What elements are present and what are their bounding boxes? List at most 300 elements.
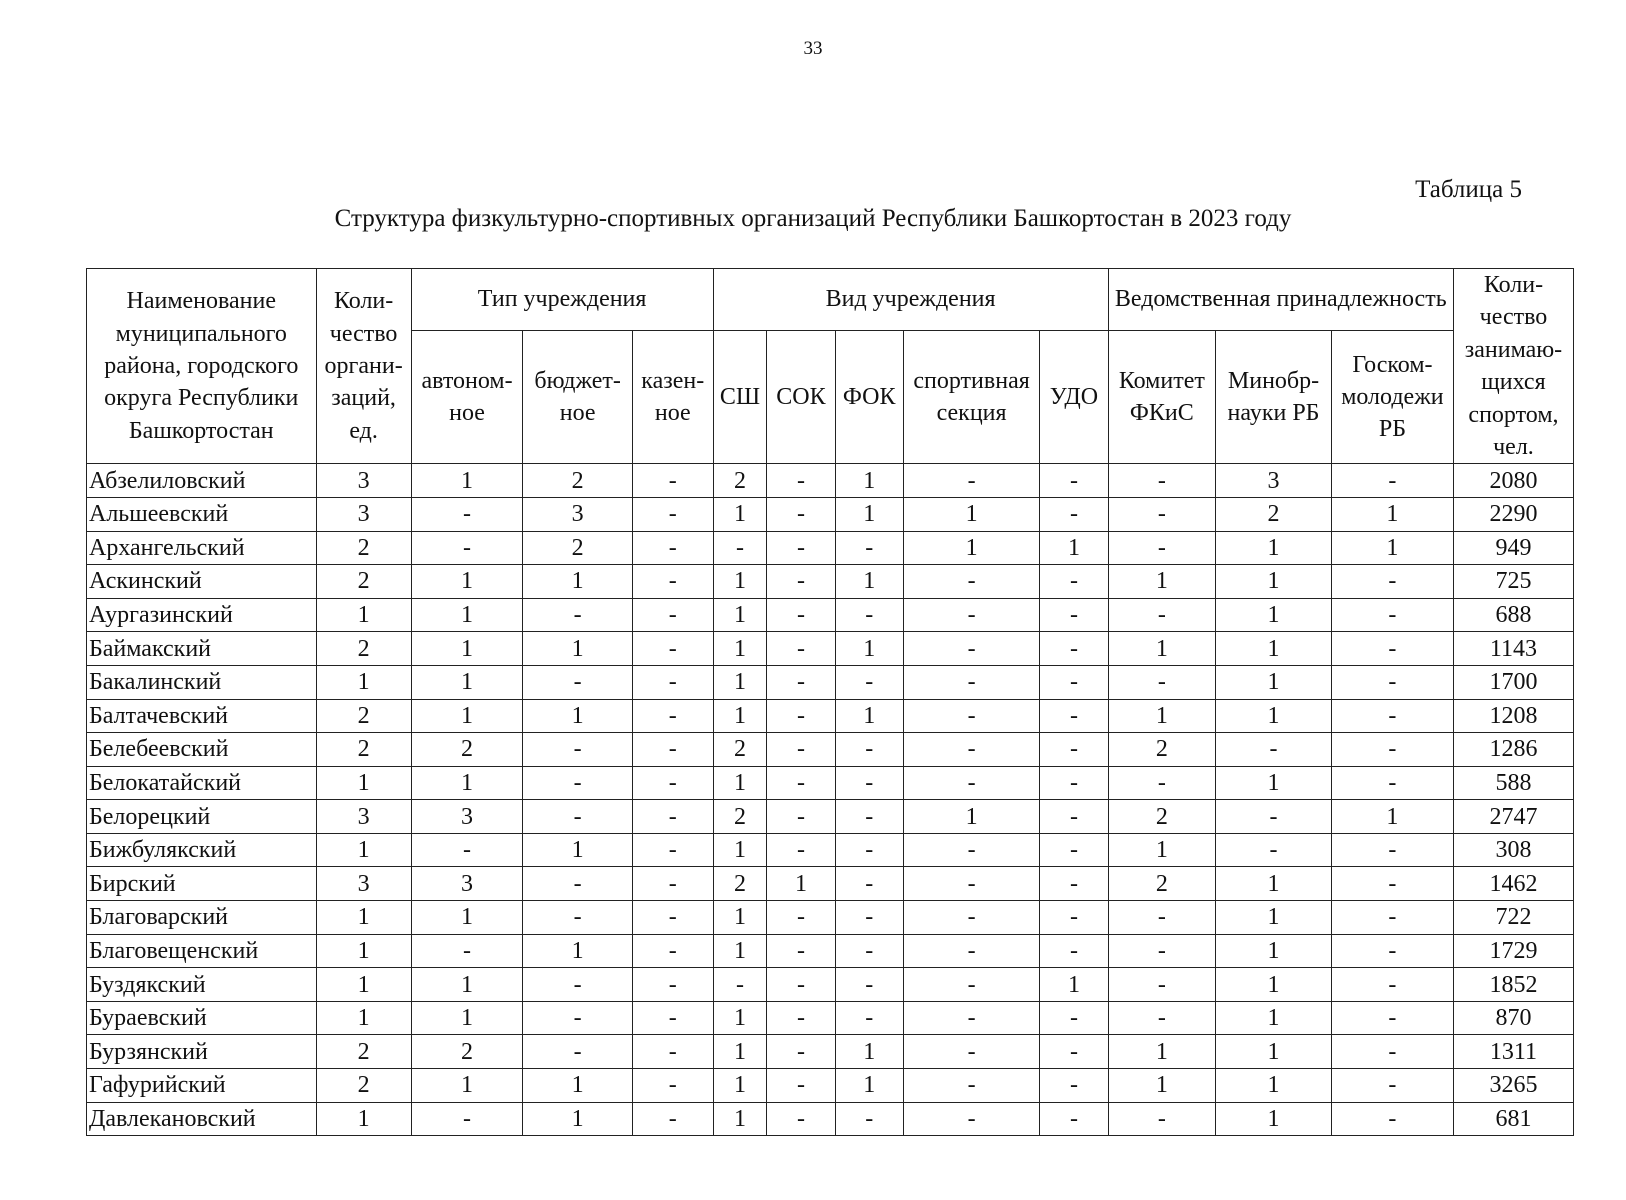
cell-people-count: 725 <box>1453 565 1573 599</box>
cell-kind-fok: - <box>835 766 903 800</box>
cell-type-budget: - <box>523 1035 633 1069</box>
table-row <box>87 699 1574 733</box>
header-dept-group: Ведомственная принадлежность <box>1108 269 1453 331</box>
cell-type-autonomous: - <box>411 833 523 867</box>
cell-dept-minobr: 1 <box>1216 1102 1332 1136</box>
cell-kind-ssh: 1 <box>713 598 767 632</box>
header-kind-fok: ФОК <box>835 331 903 464</box>
cell-org-count: 1 <box>316 766 411 800</box>
cell-kind-fok: 1 <box>835 699 903 733</box>
cell-dept-committee: - <box>1108 968 1216 1002</box>
cell-dept-committee: - <box>1108 934 1216 968</box>
cell-people-count: 3265 <box>1453 1069 1573 1103</box>
cell-kind-section: 1 <box>903 800 1039 834</box>
cell-type-budget: - <box>523 968 633 1002</box>
cell-dept-goskom: - <box>1331 632 1453 666</box>
cell-type-state: - <box>632 464 713 498</box>
cell-dept-goskom: - <box>1331 1035 1453 1069</box>
cell-kind-ssh: 1 <box>713 1035 767 1069</box>
cell-dept-minobr: 1 <box>1216 766 1332 800</box>
cell-district-name: Благоварский <box>87 901 317 935</box>
table-row <box>87 464 1574 498</box>
cell-kind-fok: - <box>835 733 903 767</box>
cell-org-count: 1 <box>316 934 411 968</box>
cell-type-budget: - <box>523 901 633 935</box>
cell-district-name: Белокатайский <box>87 766 317 800</box>
cell-org-count: 2 <box>316 531 411 565</box>
cell-kind-sok: - <box>767 968 835 1002</box>
cell-people-count: 1208 <box>1453 699 1573 733</box>
cell-kind-udo: 1 <box>1040 968 1108 1002</box>
cell-org-count: 1 <box>316 901 411 935</box>
cell-dept-committee: 2 <box>1108 800 1216 834</box>
cell-district-name: Благовещенский <box>87 934 317 968</box>
cell-type-state: - <box>632 1069 713 1103</box>
table-row <box>87 497 1574 531</box>
cell-org-count: 3 <box>316 867 411 901</box>
cell-kind-fok: - <box>835 665 903 699</box>
cell-dept-goskom: 1 <box>1331 800 1453 834</box>
table-row <box>87 1069 1574 1103</box>
cell-dept-goskom: 1 <box>1331 531 1453 565</box>
cell-dept-goskom: - <box>1331 665 1453 699</box>
cell-dept-committee: 1 <box>1108 699 1216 733</box>
cell-kind-ssh: 2 <box>713 733 767 767</box>
cell-kind-section: - <box>903 464 1039 498</box>
cell-kind-section: - <box>903 1001 1039 1035</box>
table-row <box>87 531 1574 565</box>
cell-type-autonomous: 1 <box>411 1069 523 1103</box>
cell-type-budget: 1 <box>523 699 633 733</box>
cell-dept-committee: 1 <box>1108 1069 1216 1103</box>
cell-people-count: 1311 <box>1453 1035 1573 1069</box>
cell-kind-ssh: 1 <box>713 766 767 800</box>
cell-kind-udo: - <box>1040 1035 1108 1069</box>
cell-org-count: 2 <box>316 1069 411 1103</box>
cell-dept-minobr: - <box>1216 800 1332 834</box>
cell-dept-committee: - <box>1108 1001 1216 1035</box>
cell-type-budget: 2 <box>523 531 633 565</box>
cell-kind-section: 1 <box>903 531 1039 565</box>
header-people: Коли-чество занимаю-щихся спортом, чел. <box>1453 269 1573 464</box>
cell-kind-sok: - <box>767 497 835 531</box>
cell-kind-section: - <box>903 699 1039 733</box>
cell-kind-sok: - <box>767 464 835 498</box>
cell-people-count: 870 <box>1453 1001 1573 1035</box>
cell-kind-udo: - <box>1040 733 1108 767</box>
cell-org-count: 3 <box>316 464 411 498</box>
cell-kind-ssh: 2 <box>713 867 767 901</box>
cell-kind-ssh: 2 <box>713 800 767 834</box>
header-dept-committee: Комитет ФКиС <box>1108 331 1216 464</box>
cell-type-autonomous: 1 <box>411 632 523 666</box>
cell-kind-fok: 1 <box>835 1035 903 1069</box>
cell-org-count: 1 <box>316 1102 411 1136</box>
cell-type-autonomous: 1 <box>411 565 523 599</box>
cell-dept-committee: 2 <box>1108 867 1216 901</box>
cell-type-budget: 1 <box>523 833 633 867</box>
cell-kind-udo: - <box>1040 934 1108 968</box>
cell-kind-ssh: 1 <box>713 497 767 531</box>
cell-kind-sok: - <box>767 766 835 800</box>
cell-dept-minobr: 1 <box>1216 901 1332 935</box>
cell-kind-sok: - <box>767 598 835 632</box>
cell-kind-udo: 1 <box>1040 531 1108 565</box>
cell-kind-udo: - <box>1040 598 1108 632</box>
cell-district-name: Буздякский <box>87 968 317 1002</box>
cell-kind-ssh: 1 <box>713 1102 767 1136</box>
cell-kind-fok: 1 <box>835 632 903 666</box>
header-type-budget: бюджет-ное <box>523 331 633 464</box>
cell-org-count: 1 <box>316 665 411 699</box>
cell-dept-minobr: 1 <box>1216 1001 1332 1035</box>
table-title: Структура физкультурно-спортивных организаций Республики Башкортостан в 2023 году <box>334 205 1292 232</box>
cell-district-name: Гафурийский <box>87 1069 317 1103</box>
cell-dept-committee: 1 <box>1108 632 1216 666</box>
cell-kind-section: - <box>903 1069 1039 1103</box>
header-kind-section: спортивная секция <box>903 331 1039 464</box>
cell-dept-minobr: 1 <box>1216 632 1332 666</box>
cell-kind-section: 1 <box>903 497 1039 531</box>
cell-kind-udo: - <box>1040 632 1108 666</box>
cell-dept-committee: - <box>1108 598 1216 632</box>
cell-kind-ssh: - <box>713 531 767 565</box>
cell-type-autonomous: 1 <box>411 766 523 800</box>
cell-kind-section: - <box>903 565 1039 599</box>
cell-kind-ssh: 1 <box>713 565 767 599</box>
cell-dept-committee: - <box>1108 766 1216 800</box>
cell-type-autonomous: 3 <box>411 800 523 834</box>
cell-kind-sok: - <box>767 665 835 699</box>
cell-dept-goskom: - <box>1331 901 1453 935</box>
cell-type-autonomous: - <box>411 1102 523 1136</box>
cell-district-name: Белорецкий <box>87 800 317 834</box>
cell-type-state: - <box>632 699 713 733</box>
cell-type-budget: - <box>523 1001 633 1035</box>
cell-type-budget: - <box>523 665 633 699</box>
cell-kind-sok: - <box>767 1001 835 1035</box>
cell-type-budget: - <box>523 800 633 834</box>
cell-type-state: - <box>632 901 713 935</box>
cell-kind-sok: - <box>767 833 835 867</box>
cell-kind-fok: - <box>835 867 903 901</box>
cell-type-state: - <box>632 1035 713 1069</box>
cell-dept-committee: - <box>1108 665 1216 699</box>
cell-type-state: - <box>632 632 713 666</box>
cell-dept-goskom: 1 <box>1331 497 1453 531</box>
cell-type-budget: 3 <box>523 497 633 531</box>
table-row <box>87 766 1574 800</box>
cell-dept-goskom: - <box>1331 867 1453 901</box>
cell-type-autonomous: 1 <box>411 968 523 1002</box>
cell-kind-sok: - <box>767 1069 835 1103</box>
cell-people-count: 1286 <box>1453 733 1573 767</box>
cell-dept-minobr: 1 <box>1216 1069 1332 1103</box>
cell-kind-ssh: 1 <box>713 934 767 968</box>
cell-kind-udo: - <box>1040 665 1108 699</box>
cell-org-count: 2 <box>316 632 411 666</box>
cell-kind-section: - <box>903 766 1039 800</box>
cell-dept-committee: - <box>1108 1102 1216 1136</box>
cell-people-count: 1852 <box>1453 968 1573 1002</box>
cell-org-count: 2 <box>316 1035 411 1069</box>
cell-district-name: Бижбулякский <box>87 833 317 867</box>
table-row <box>87 733 1574 767</box>
cell-type-state: - <box>632 565 713 599</box>
cell-dept-minobr: 1 <box>1216 1035 1332 1069</box>
cell-kind-udo: - <box>1040 1001 1108 1035</box>
cell-district-name: Балтачевский <box>87 699 317 733</box>
cell-kind-udo: - <box>1040 833 1108 867</box>
cell-kind-sok: - <box>767 901 835 935</box>
cell-org-count: 1 <box>316 598 411 632</box>
cell-org-count: 2 <box>316 565 411 599</box>
cell-kind-ssh: 1 <box>713 833 767 867</box>
cell-kind-udo: - <box>1040 464 1108 498</box>
cell-org-count: 3 <box>316 800 411 834</box>
cell-dept-goskom: - <box>1331 968 1453 1002</box>
header-count: Коли-чество органи-заций, ед. <box>316 269 411 464</box>
cell-people-count: 2747 <box>1453 800 1573 834</box>
cell-kind-sok: 1 <box>767 867 835 901</box>
table-row <box>87 867 1574 901</box>
cell-dept-minobr: 1 <box>1216 665 1332 699</box>
cell-type-autonomous: 1 <box>411 901 523 935</box>
cell-kind-fok: - <box>835 901 903 935</box>
cell-kind-section: - <box>903 733 1039 767</box>
cell-kind-udo: - <box>1040 766 1108 800</box>
header-kind-group: Вид учреждения <box>713 269 1108 331</box>
cell-dept-minobr: 1 <box>1216 699 1332 733</box>
table-row <box>87 833 1574 867</box>
cell-kind-ssh: 1 <box>713 665 767 699</box>
cell-dept-minobr: - <box>1216 733 1332 767</box>
cell-type-state: - <box>632 665 713 699</box>
cell-org-count: 3 <box>316 497 411 531</box>
cell-district-name: Белебеевский <box>87 733 317 767</box>
cell-dept-goskom: - <box>1331 598 1453 632</box>
cell-kind-fok: - <box>835 598 903 632</box>
cell-people-count: 722 <box>1453 901 1573 935</box>
cell-type-state: - <box>632 867 713 901</box>
cell-org-count: 2 <box>316 733 411 767</box>
cell-district-name: Абзелиловский <box>87 464 317 498</box>
cell-kind-fok: 1 <box>835 565 903 599</box>
table-row <box>87 665 1574 699</box>
header-name: Наименование муниципального района, городского округа Республики Башкортостан <box>87 269 317 464</box>
table-row <box>87 1102 1574 1136</box>
cell-people-count: 949 <box>1453 531 1573 565</box>
cell-kind-udo: - <box>1040 867 1108 901</box>
cell-district-name: Архангельский <box>87 531 317 565</box>
cell-type-autonomous: 2 <box>411 1035 523 1069</box>
cell-kind-fok: - <box>835 800 903 834</box>
cell-org-count: 2 <box>316 699 411 733</box>
cell-type-budget: 1 <box>523 1102 633 1136</box>
cell-type-state: - <box>632 800 713 834</box>
header-kind-ssh: СШ <box>713 331 767 464</box>
table-row <box>87 632 1574 666</box>
cell-type-state: - <box>632 833 713 867</box>
cell-dept-minobr: 1 <box>1216 598 1332 632</box>
table-row <box>87 1035 1574 1069</box>
cell-dept-committee: - <box>1108 497 1216 531</box>
cell-kind-section: - <box>903 632 1039 666</box>
cell-type-budget: - <box>523 598 633 632</box>
table-label: Таблица 5 <box>1415 176 1522 203</box>
cell-kind-ssh: 2 <box>713 464 767 498</box>
cell-kind-fok: 1 <box>835 464 903 498</box>
cell-kind-sok: - <box>767 800 835 834</box>
cell-dept-goskom: - <box>1331 934 1453 968</box>
cell-district-name: Баймакский <box>87 632 317 666</box>
cell-type-state: - <box>632 531 713 565</box>
cell-kind-sok: - <box>767 565 835 599</box>
cell-people-count: 308 <box>1453 833 1573 867</box>
cell-dept-goskom: - <box>1331 699 1453 733</box>
cell-people-count: 1700 <box>1453 665 1573 699</box>
cell-kind-sok: - <box>767 632 835 666</box>
cell-dept-goskom: - <box>1331 1069 1453 1103</box>
header-kind-sok: СОК <box>767 331 835 464</box>
cell-dept-goskom: - <box>1331 833 1453 867</box>
cell-kind-udo: - <box>1040 1069 1108 1103</box>
cell-district-name: Аскинский <box>87 565 317 599</box>
cell-type-state: - <box>632 497 713 531</box>
table-row <box>87 565 1574 599</box>
cell-type-autonomous: 1 <box>411 598 523 632</box>
cell-type-autonomous: 1 <box>411 665 523 699</box>
cell-dept-committee: 1 <box>1108 1035 1216 1069</box>
cell-kind-sok: - <box>767 1035 835 1069</box>
cell-people-count: 2290 <box>1453 497 1573 531</box>
cell-type-budget: - <box>523 867 633 901</box>
cell-kind-fok: - <box>835 531 903 565</box>
cell-kind-section: - <box>903 934 1039 968</box>
cell-type-autonomous: 1 <box>411 1001 523 1035</box>
header-kind-udo: УДО <box>1040 331 1108 464</box>
cell-type-autonomous: 3 <box>411 867 523 901</box>
table-body <box>87 464 1574 1136</box>
cell-dept-minobr: 1 <box>1216 531 1332 565</box>
cell-dept-minobr: - <box>1216 833 1332 867</box>
cell-kind-fok: - <box>835 1001 903 1035</box>
cell-type-budget: 2 <box>523 464 633 498</box>
header-dept-goskom: Госком-молодежи РБ <box>1331 331 1453 464</box>
cell-type-autonomous: 2 <box>411 733 523 767</box>
cell-type-budget: 1 <box>523 1069 633 1103</box>
cell-kind-section: - <box>903 665 1039 699</box>
cell-district-name: Давлекановский <box>87 1102 317 1136</box>
table-row <box>87 800 1574 834</box>
table-row <box>87 934 1574 968</box>
cell-type-state: - <box>632 733 713 767</box>
header-type-group: Тип учреждения <box>411 269 713 331</box>
cell-dept-goskom: - <box>1331 766 1453 800</box>
cell-type-autonomous: 1 <box>411 699 523 733</box>
cell-kind-fok: - <box>835 1102 903 1136</box>
cell-kind-section: - <box>903 1035 1039 1069</box>
cell-dept-minobr: 3 <box>1216 464 1332 498</box>
cell-kind-sok: - <box>767 531 835 565</box>
cell-type-autonomous: - <box>411 497 523 531</box>
cell-dept-minobr: 2 <box>1216 497 1332 531</box>
cell-kind-udo: - <box>1040 565 1108 599</box>
cell-type-state: - <box>632 766 713 800</box>
cell-district-name: Бураевский <box>87 1001 317 1035</box>
cell-kind-ssh: 1 <box>713 632 767 666</box>
cell-org-count: 1 <box>316 968 411 1002</box>
cell-kind-fok: - <box>835 934 903 968</box>
table-row <box>87 598 1574 632</box>
cell-kind-udo: - <box>1040 1102 1108 1136</box>
cell-kind-section: - <box>903 1102 1039 1136</box>
cell-dept-minobr: 1 <box>1216 565 1332 599</box>
cell-type-autonomous: 1 <box>411 464 523 498</box>
cell-kind-ssh: 1 <box>713 901 767 935</box>
cell-kind-section: - <box>903 598 1039 632</box>
cell-dept-goskom: - <box>1331 1102 1453 1136</box>
cell-dept-committee: - <box>1108 464 1216 498</box>
cell-district-name: Альшеевский <box>87 497 317 531</box>
cell-district-name: Бакалинский <box>87 665 317 699</box>
cell-dept-goskom: - <box>1331 565 1453 599</box>
cell-dept-committee: - <box>1108 531 1216 565</box>
cell-people-count: 681 <box>1453 1102 1573 1136</box>
cell-kind-fok: 1 <box>835 1069 903 1103</box>
cell-people-count: 1143 <box>1453 632 1573 666</box>
organizations-table-container <box>86 268 1574 1136</box>
cell-kind-section: - <box>903 968 1039 1002</box>
cell-kind-fok: - <box>835 833 903 867</box>
cell-kind-section: - <box>903 833 1039 867</box>
cell-kind-udo: - <box>1040 497 1108 531</box>
cell-type-budget: - <box>523 733 633 767</box>
cell-district-name: Аургазинский <box>87 598 317 632</box>
cell-people-count: 1462 <box>1453 867 1573 901</box>
cell-dept-minobr: 1 <box>1216 867 1332 901</box>
cell-type-budget: 1 <box>523 934 633 968</box>
cell-dept-committee: - <box>1108 901 1216 935</box>
cell-people-count: 1729 <box>1453 934 1573 968</box>
cell-kind-fok: 1 <box>835 497 903 531</box>
table-row <box>87 968 1574 1002</box>
cell-dept-committee: 1 <box>1108 565 1216 599</box>
cell-org-count: 1 <box>316 833 411 867</box>
cell-type-budget: 1 <box>523 632 633 666</box>
cell-kind-ssh: 1 <box>713 1069 767 1103</box>
cell-kind-section: - <box>903 901 1039 935</box>
header-type-state: казен-ное <box>632 331 713 464</box>
table-row <box>87 1001 1574 1035</box>
cell-type-state: - <box>632 1001 713 1035</box>
cell-kind-sok: - <box>767 934 835 968</box>
cell-kind-ssh: 1 <box>713 1001 767 1035</box>
cell-dept-committee: 1 <box>1108 833 1216 867</box>
cell-type-state: - <box>632 934 713 968</box>
cell-type-autonomous: - <box>411 934 523 968</box>
cell-kind-ssh: 1 <box>713 699 767 733</box>
cell-kind-ssh: - <box>713 968 767 1002</box>
cell-type-state: - <box>632 968 713 1002</box>
cell-kind-fok: - <box>835 968 903 1002</box>
cell-dept-minobr: 1 <box>1216 934 1332 968</box>
cell-type-budget: - <box>523 766 633 800</box>
header-dept-minobr: Минобр-науки РБ <box>1216 331 1332 464</box>
cell-dept-goskom: - <box>1331 733 1453 767</box>
cell-kind-section: - <box>903 867 1039 901</box>
cell-people-count: 2080 <box>1453 464 1573 498</box>
